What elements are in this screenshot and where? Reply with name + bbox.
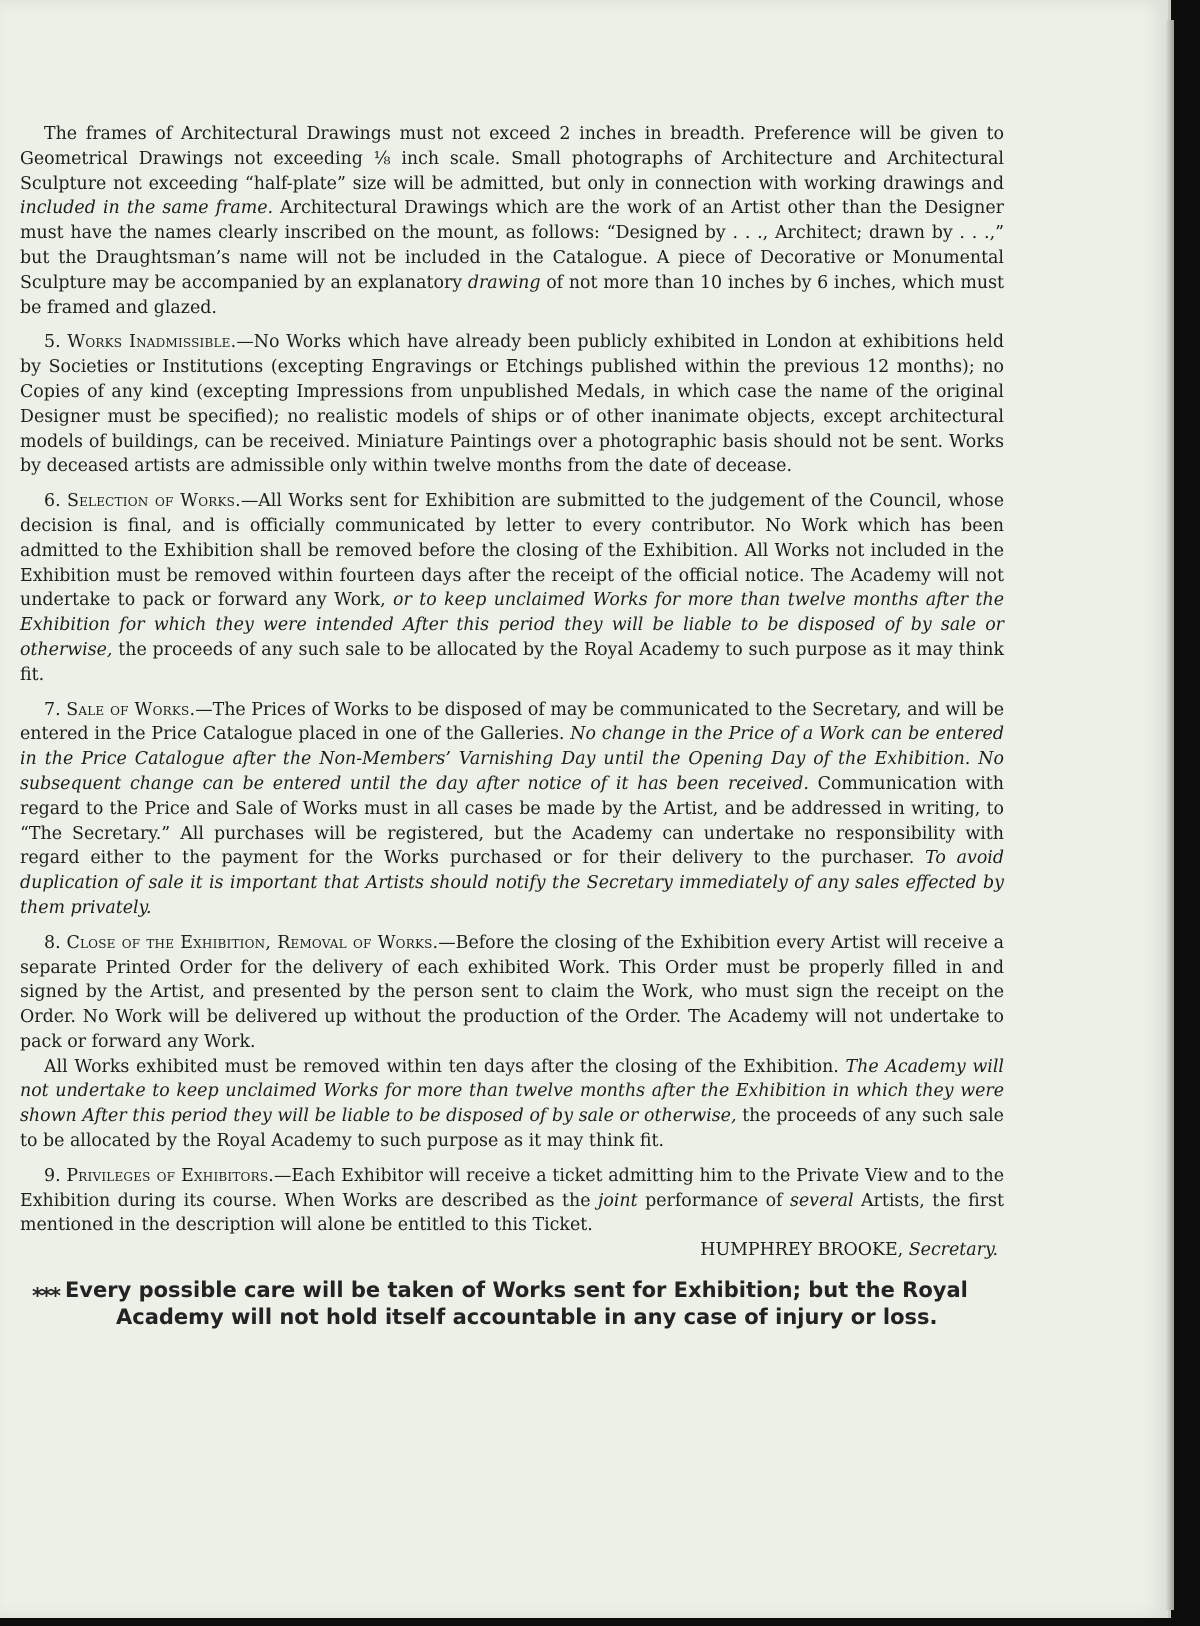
text-run: —Each Exhibitor will receive a ticket admitting him to the Private View and to the Exhibition during its course. When Works are described as the	[20, 1165, 1004, 1211]
text-run: performance of	[637, 1190, 790, 1211]
paragraph-selection-of-works	[20, 489, 1004, 687]
text-run: —No Works which have already been publicly exhibited in London at exhibitions held by Societies or Institutions (excepting Engravings or Etchings published within the previous 12 months); no Copies of any kind (excepting Impressions from unpublished Medals, in which case the name of the original Designer must be specified); no realistic models of ships or of other inanimate objects, except architectural models of buildings, can be received. Miniature Paintings over a photographic basis should not be sent. Works by deceased artists are admissible only within twelve months from the date of decease.	[20, 332, 1004, 477]
italic-run: The Academy will not undertake to keep unclaimed Works for more than twelve months after the Exhibition in which they were shown After this period they will be liable to be disposed of by sale or otherwise,	[20, 1056, 1004, 1127]
italic-run: or to keep unclaimed Works for more than twelve months after the Exhibition for which they were intended After this period they will be liable to be disposed of by sale or otherwise,	[20, 590, 1004, 660]
italic-run: joint	[598, 1190, 638, 1211]
paragraph-close-of-exhibition	[20, 931, 1004, 1055]
section-heading: Close of the Exhibition, Removal of Works.	[66, 932, 439, 953]
text-run: Architectural Drawings which are the work of an Artist other than the Designer must have the names clearly inscribed on the mount, as follows: “Designed by . . ., Architect; drawn by . . .,” but the Draughtsman’s name will not be included in the Catalogue. A piece of Decorative or Monumental Sculpture may be accompanied by an explanatory	[20, 198, 1004, 293]
section-number: 5.	[44, 332, 68, 353]
asterism-icon: ⁎⁎⁎	[32, 1278, 59, 1303]
text-run: —The Prices of Works to be disposed of may be communicated to the Secretary, and will be entered in the Price Catalogue placed in one of the Galleries.	[20, 699, 1004, 745]
text-run: —All Works sent for Exhibition are submitted to the judgement of the Council, whose decision is final, and is officially communicated by letter to every contributor. No Work which has been admitted to the Exhibition shall be removed before the closing of the Exhibition. All Works not included in the Exhibition must be removed within fourteen days after the receipt of the official notice. The Academy will not undertake to pack or forward any Work,	[20, 491, 1004, 611]
text-run: Communication with regard to the Price and Sale of Works must in all cases be made by the Artist, and be addressed in writing, to “The Secretary.” All purchases will be registered, but the Academy can undertake no responsibility with regard either to the payment for the Works purchased or for their delivery to the purchaser.	[20, 773, 1004, 869]
page-edge	[1166, 20, 1174, 1610]
italic-run: several	[789, 1190, 854, 1211]
paragraph-sale-of-works	[20, 698, 1004, 921]
italic-run: included in the same frame.	[20, 198, 274, 219]
text-run: the proceeds of any such sale to be allocated by the Royal Academy to such purpose as it may think fit.	[20, 1106, 1004, 1152]
text-run: —Before the closing of the Exhibition every Artist will receive a separate Printed Order for the delivery of each exhibited Work. This Order must be properly filled in and signed by the Artist, and presented by the person sent to claim the Work, who must sign the receipt on the Order. No Work will be delivered up without the production of the Order. The Academy will not undertake to pack or forward any Work.	[20, 932, 1005, 1052]
section-number: 6.	[44, 491, 67, 512]
paragraph-removal-of-works	[20, 1055, 1004, 1154]
section-heading: Works Inadmissible.	[67, 332, 237, 353]
italic-run: drawing	[467, 272, 541, 293]
section-number: 7.	[44, 699, 67, 720]
paragraph-architectural-drawings	[20, 122, 1004, 320]
section-heading: Sale of Works.	[66, 699, 196, 720]
regulations-text	[20, 122, 1004, 1331]
care-notice	[20, 1277, 1004, 1331]
section-heading: Privileges of Exhibitors.	[66, 1165, 274, 1186]
signature-name: HUMPHREY BROOKE,	[700, 1240, 909, 1261]
section-number: 9.	[44, 1165, 67, 1186]
secretary-signature	[20, 1238, 998, 1263]
text-run: the proceeds of any such sale to be allocated by the Royal Academy to such purpose as it may think fit.	[20, 639, 1004, 685]
text-run: Artists, the first mentioned in the description will alone be entitled to this Ticket.	[20, 1190, 1004, 1236]
care-notice-text: Every possible care will be taken of Works sent for Exhibition; but the Royal Academy will not hold itself accountable in any case of injury or loss.	[64, 1278, 968, 1330]
paragraph-privileges-of-exhibitors	[20, 1164, 1004, 1238]
signature-title: Secretary.	[908, 1240, 998, 1261]
italic-run: To avoid duplication of sale it is important that Artists should notify the Secretary immediately of any sales effected by them privately.	[20, 848, 1004, 918]
text-run: All Works exhibited must be removed within ten days after the closing of the Exhibition.	[44, 1056, 846, 1077]
text-run: of not more than 10 inches by 6 inches, which must be framed and glazed.	[20, 272, 1005, 318]
section-number: 8.	[44, 932, 67, 953]
italic-run: No change in the Price of a Work can be entered in the Price Catalogue after the Non-Members’ Varnishing Day until the Opening Day of the Exhibition. No subsequent change can be entered until the day after notice of it has been received.	[20, 724, 1004, 794]
paragraph-works-inadmissible	[20, 330, 1004, 479]
section-heading: Selection of Works.	[66, 491, 241, 512]
text-run: The frames of Architectural Drawings must not exceed 2 inches in breadth. Preference will be given to Geometrical Drawings not exceeding ⅛ inch scale. Small photographs of Architecture and Architectural Sculpture not exceeding “half-plate” size will be admitted, but only in connection with working drawings and	[20, 124, 1004, 194]
